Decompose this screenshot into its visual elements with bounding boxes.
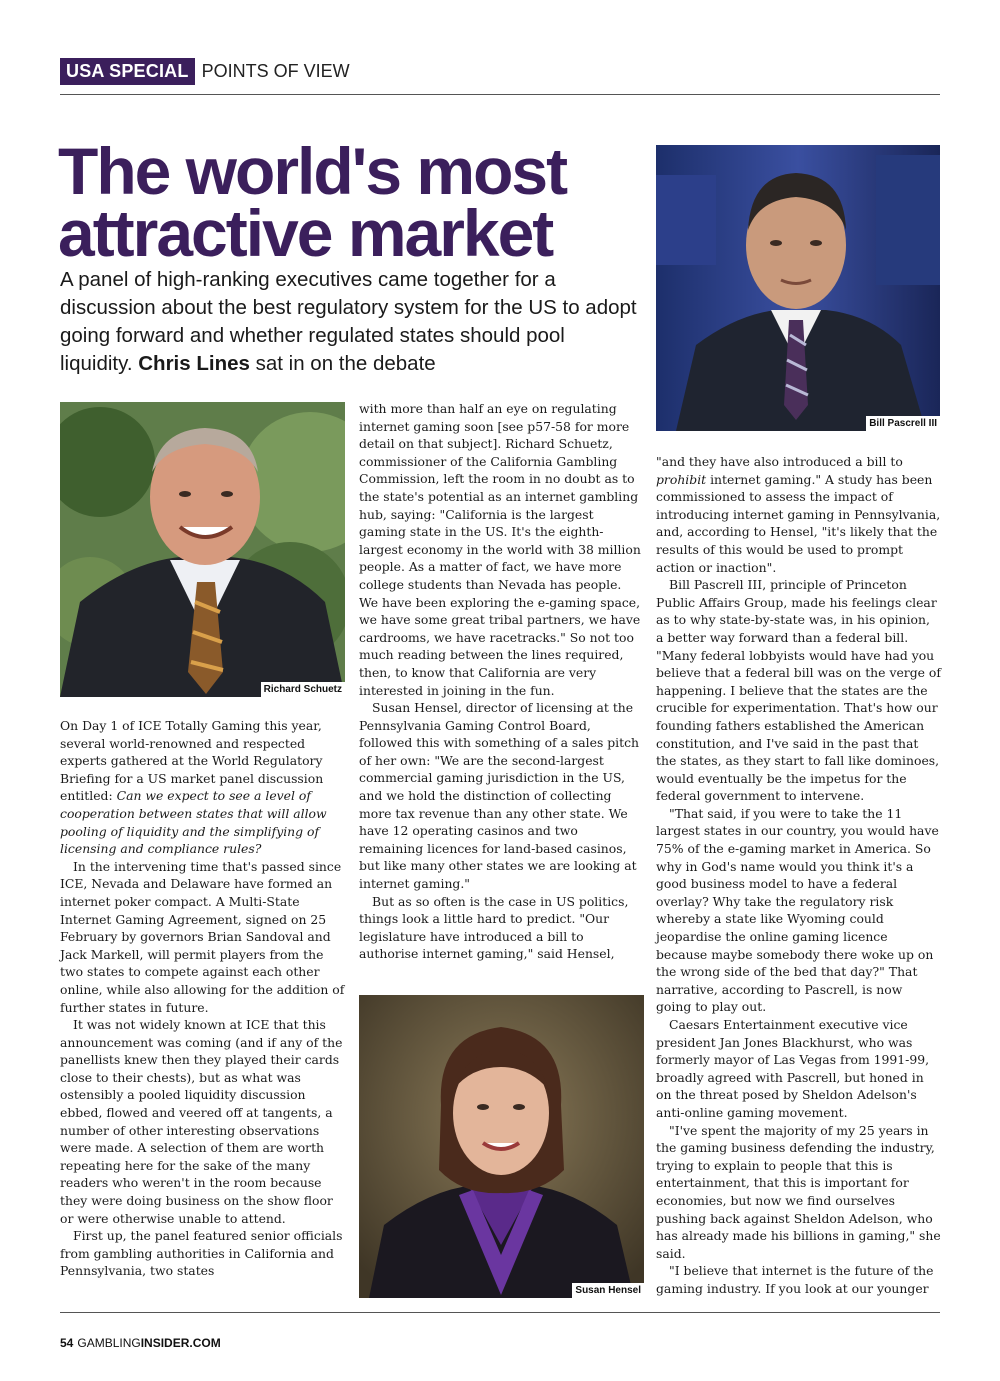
emphasis-italic: prohibit [656,471,707,487]
caption-richard-schuetz: Richard Schuetz [261,682,345,697]
article-column-3 [656,453,941,1298]
section-header [60,56,350,86]
paragraph: First up, the panel featured senior officials from gambling authorities in California and Pennsylvania, two states [60,1228,343,1279]
caption-susan-hensel: Susan Hensel [572,1283,644,1298]
paragraph: "I believe that internet is the future of the gaming industry. If you look at our younger [656,1263,934,1296]
article-column-2 [359,400,644,963]
site-name-bold: INSIDER.COM [140,1336,221,1350]
page-number: 54 [60,1336,74,1350]
paragraph-text: "and they have also introduced a bill to [656,454,903,469]
photo-susan-hensel [359,995,644,1298]
paragraph [60,717,345,858]
paragraph-text: internet gaming." A study has been commissioned to assess the impact of introducing internet gaming in Pennsylvania, and, according to Hensel, "it's likely that the results of this would be used to prompt action or inaction". [656,471,941,575]
standfirst-tail: sat in on the debate [255,352,436,375]
headline [58,134,638,270]
headline-line-2: attractive market [58,196,553,270]
paragraph-text: On Day 1 of ICE Totally Gaming this year, several world-renowned and respected experts gathered at the World Regulatory Briefing for a US market panel discussion entitled: [60,718,324,804]
standfirst-text: A panel of high-ranking executives came together for a discussion about the best regulatory system for the US to adopt going forward and whether regulated states should pool liquidity. [60,268,637,375]
standfirst [60,266,640,378]
photo-richard-schuetz [60,402,345,697]
section-label: POINTS OF VIEW [201,60,350,81]
caption-bill-pascrell: Bill Pascrell III [866,416,940,431]
paragraph: In the intervening time that's passed since ICE, Nevada and Delaware have formed an internet poker compact. A Multi-State Internet Gaming Agreement, signed on 25 February by governors Brian Sandoval and Jack Markell, will permit players from the two states to compete against each other online, while also allowing for the addition of further states in future. [60,858,345,1015]
photo-bill-pascrell [656,145,940,431]
panel-title-italic: Can we expect to see a level of cooperation between states that will allow pooling of liquidity and the simplifying of licensing and compliance rules? [60,788,327,857]
paragraph: But as so often is the case in US politics, things look a little hard to predict. "Our legislature have introduced a bill to authorise internet gaming," said Hensel, [359,893,629,962]
paragraph: "That said, if you were to take the 11 largest states in our country, you would have 75% of the e-gaming market in America. So why in God's name would you think it's a good business model to have a federal overlay? Why take the regulatory risk whereby a state like Wyoming could jeopardise the online gaming licence because maybe somebody there woke up on the wrong side of the bed that day?" That narrative, according to Pascrell, is now going to play out. [656,805,939,1015]
section-tag: USA SPECIAL [60,58,195,85]
paragraph: Bill Pascrell III, principle of Princeton Public Affairs Group, made his feelings clear as to why state-by-state was, in his opinion, a better way forward than a federal bill. "Many federal lobbyists would have had you believe that a federal bill was on the verge of happening. I believe that the states are the crucible for experimentation. That's how our founding fathers established the American constitution, and I've said in the past that the states, as they start to fall like dominoes, would eventually be the impetus for the federal government to intervene. [656,577,941,804]
paragraph [656,453,941,576]
paragraph: Caesars Entertainment executive vice president Jan Jones Blackhurst, who was formerly mayor of Las Vegas from 1991-99, broadly agreed with Pascrell, but honed in on the threat posed by Sheldon Adelson's anti-online gaming movement. [656,1017,930,1120]
paragraph: It was not widely known at ICE that this announcement was coming (and if any of the panellists knew then they played their cards close to their chests), but as what was ostensibly a pooled liquidity discussion ebbed, flowed and veered off at tangents, a number of other interesting observations were made. A selection of them are worth repeating here for the sake of the many readers who weren't in the room because they were doing business on the show floor or were otherwise unable to attend. [60,1017,343,1226]
standfirst-author: Chris Lines [138,352,250,375]
paragraph: "I've spent the majority of my 25 years in the gaming business defending the industry, trying to explain to people that this is entertainment, that this is important for economies, but now we find ourselves pushing back against Sheldon Adelson, who has already made his billions in gaming," she said. [656,1122,941,1261]
paragraph: with more than half an eye on regulating internet gaming soon [see p57-58 for more detail on that subject]. Richard Schuetz, commissioner of the California Gambling Commission, left the room in no doubt as to the state's potential as an internet gambling hub, saying: "California is the largest gaming state in the US. It's the eighth-largest economy in the world with 38 million people. As a matter of fact, we have more college students than Nevada has people. We have been exploring the e-gaming space, we have some great tribal partners, we have cardrooms, we have racetracks." So not too much reading between the lines required, then, to know that California are very interested in joining in the fun. [359,401,641,698]
footer-rule [60,1312,940,1313]
header-rule [60,94,940,95]
page-footer [60,1336,221,1350]
site-name-light: GAMBLING [77,1336,141,1350]
headline-line-1: The world's most [58,134,567,208]
article-column-1 [60,717,345,1280]
paragraph: Susan Hensel, director of licensing at the Pennsylvania Gaming Control Board, followed this with something of a sales pitch of her own: "We are the second-largest commercial gaming jurisdiction in the US, and we hold the distinction of collecting more tax revenue than any other state. We have 12 operating casinos and two remaining licences for land-based casinos, but like many other states we are looking at internet gaming." [359,700,640,892]
